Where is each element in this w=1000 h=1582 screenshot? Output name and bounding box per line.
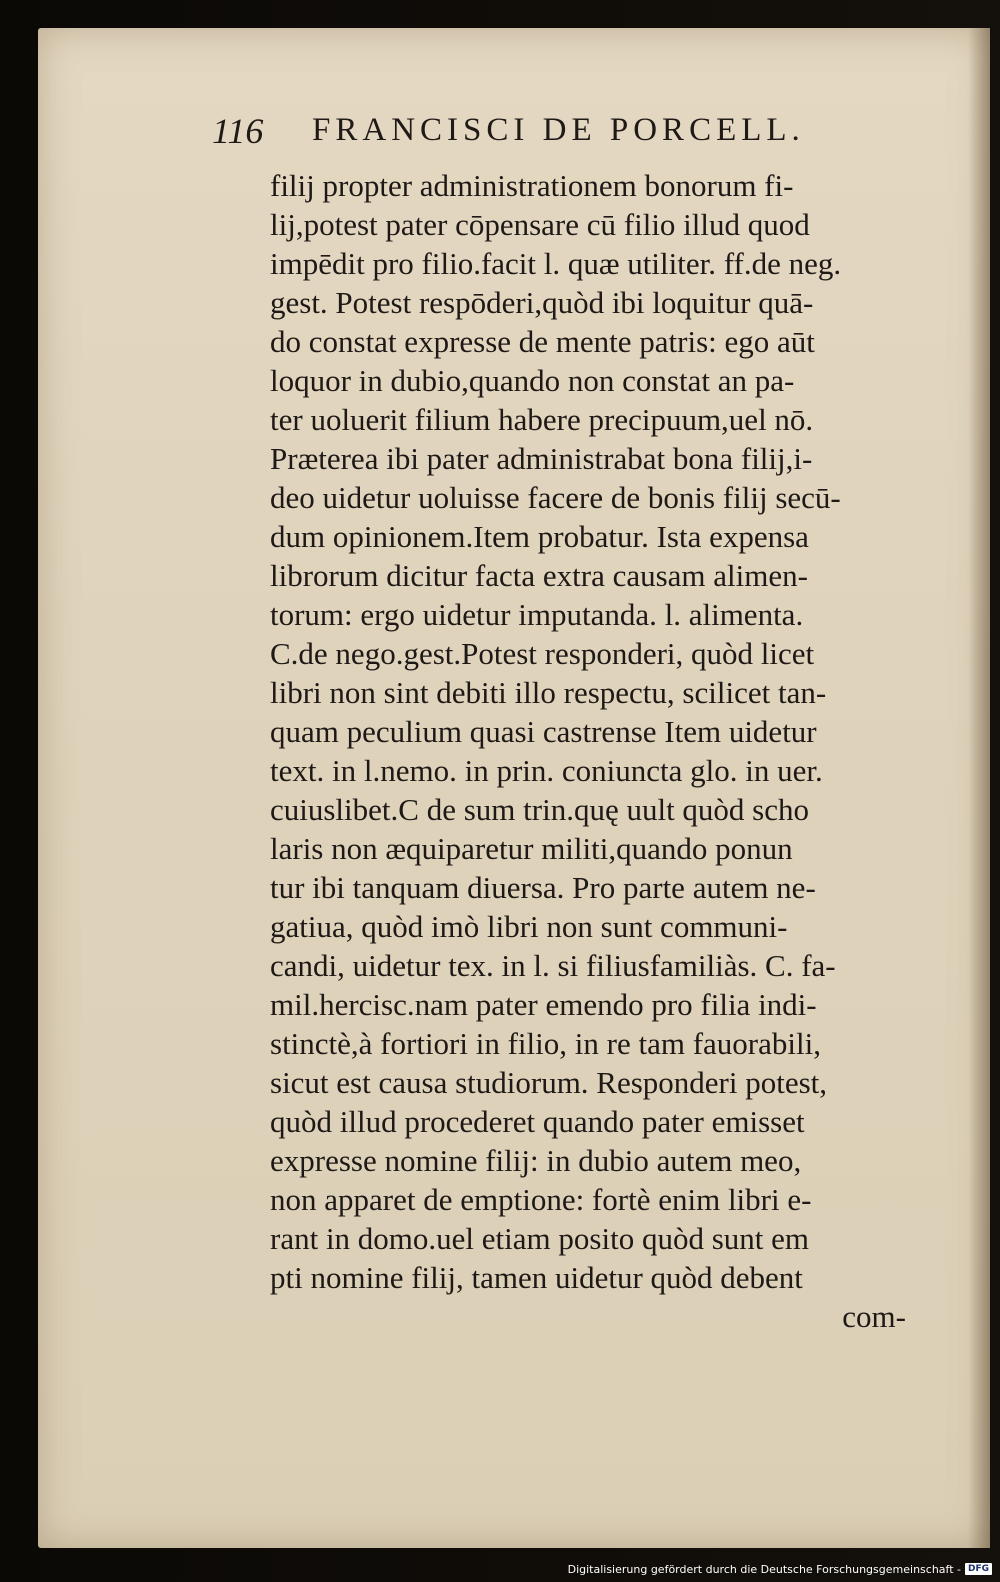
digitization-credit [568,1560,992,1578]
credit-text: Digitalisierung gefördert durch die Deutsche Forschungsgemeinschaft - [567,1562,961,1576]
text-line: expresse nomine filij: in dubio autem meo, [270,1143,802,1178]
text-line: rant in domo.uel etiam posito quòd sunt em [270,1221,809,1256]
page-number: 116 [212,111,264,151]
text-line: pti nomine filij, tamen uidetur quòd debent [270,1260,803,1295]
text-line: libri non sint debiti illo respectu, scilicet tan- [270,675,827,710]
catchword: com- [842,1299,906,1334]
text-line: gatiua, quòd imò libri non sunt communi- [270,909,788,944]
text-line: non apparet de emptione: fortè enim libri e- [270,1182,812,1217]
text-line: deo uidetur uoluisse facere de bonis filij secū- [270,480,841,515]
text-line: text. in l.nemo. in prin. coniuncta glo. in uer. [270,753,823,788]
text-line: Præterea ibi pater administrabat bona filij,i- [270,441,813,476]
text-line: dum opinionem.Item probatur. Ista expensa [270,519,809,554]
text-line: candi, uidetur tex. in l. si filiusfamiliàs. C. fa- [270,948,836,983]
text-line: loquor in dubio,quando non constat an pa- [270,363,795,398]
text-line: tur ibi tanquam diuersa. Pro parte autem ne- [270,870,816,905]
text-line: mil.hercisc.nam pater emendo pro filia indi- [270,987,817,1022]
text-line: impēdit pro filio.facit l. quæ utiliter. ff.de neg. [270,246,842,281]
text-line: cuiuslibet.C de sum trin.quę uult quòd scho [270,792,810,827]
text-line: sicut est causa studiorum. Responderi potest, [270,1065,828,1100]
text-line: lij,potest pater cōpensare cū filio illud quod [270,207,810,242]
body-text [270,166,918,1336]
text-line: torum: ergo uidetur imputanda. l. alimenta. [270,597,804,632]
text-line: quòd illud procederet quando pater emisset [270,1104,805,1139]
text-line: quam peculium quasi castrense Item uidetur [270,714,817,749]
running-head: FRANCISCI DE PORCELL. [312,112,805,148]
page-edge-shadow [968,28,990,1548]
page-header [212,104,872,164]
text-line: ter uoluerit filium habere precipuum,uel nō. [270,402,814,437]
text-line: filij propter administrationem bonorum fi- [270,168,794,203]
text-line: C.de nego.gest.Potest responderi, quòd licet [270,636,815,671]
text-line: do constat expresse de mente patris: ego aūt [270,324,815,359]
text-line: gest. Potest respōderi,quòd ibi loquitur quā- [270,285,814,320]
text-line: librorum dicitur facta extra causam alimen- [270,558,808,593]
text-line: stinctè,à fortiori in filio, in re tam fauorabili, [270,1026,821,1061]
dfg-logo: DFG [965,1563,992,1575]
text-line: laris non æquiparetur militi,quando ponun [270,831,793,866]
